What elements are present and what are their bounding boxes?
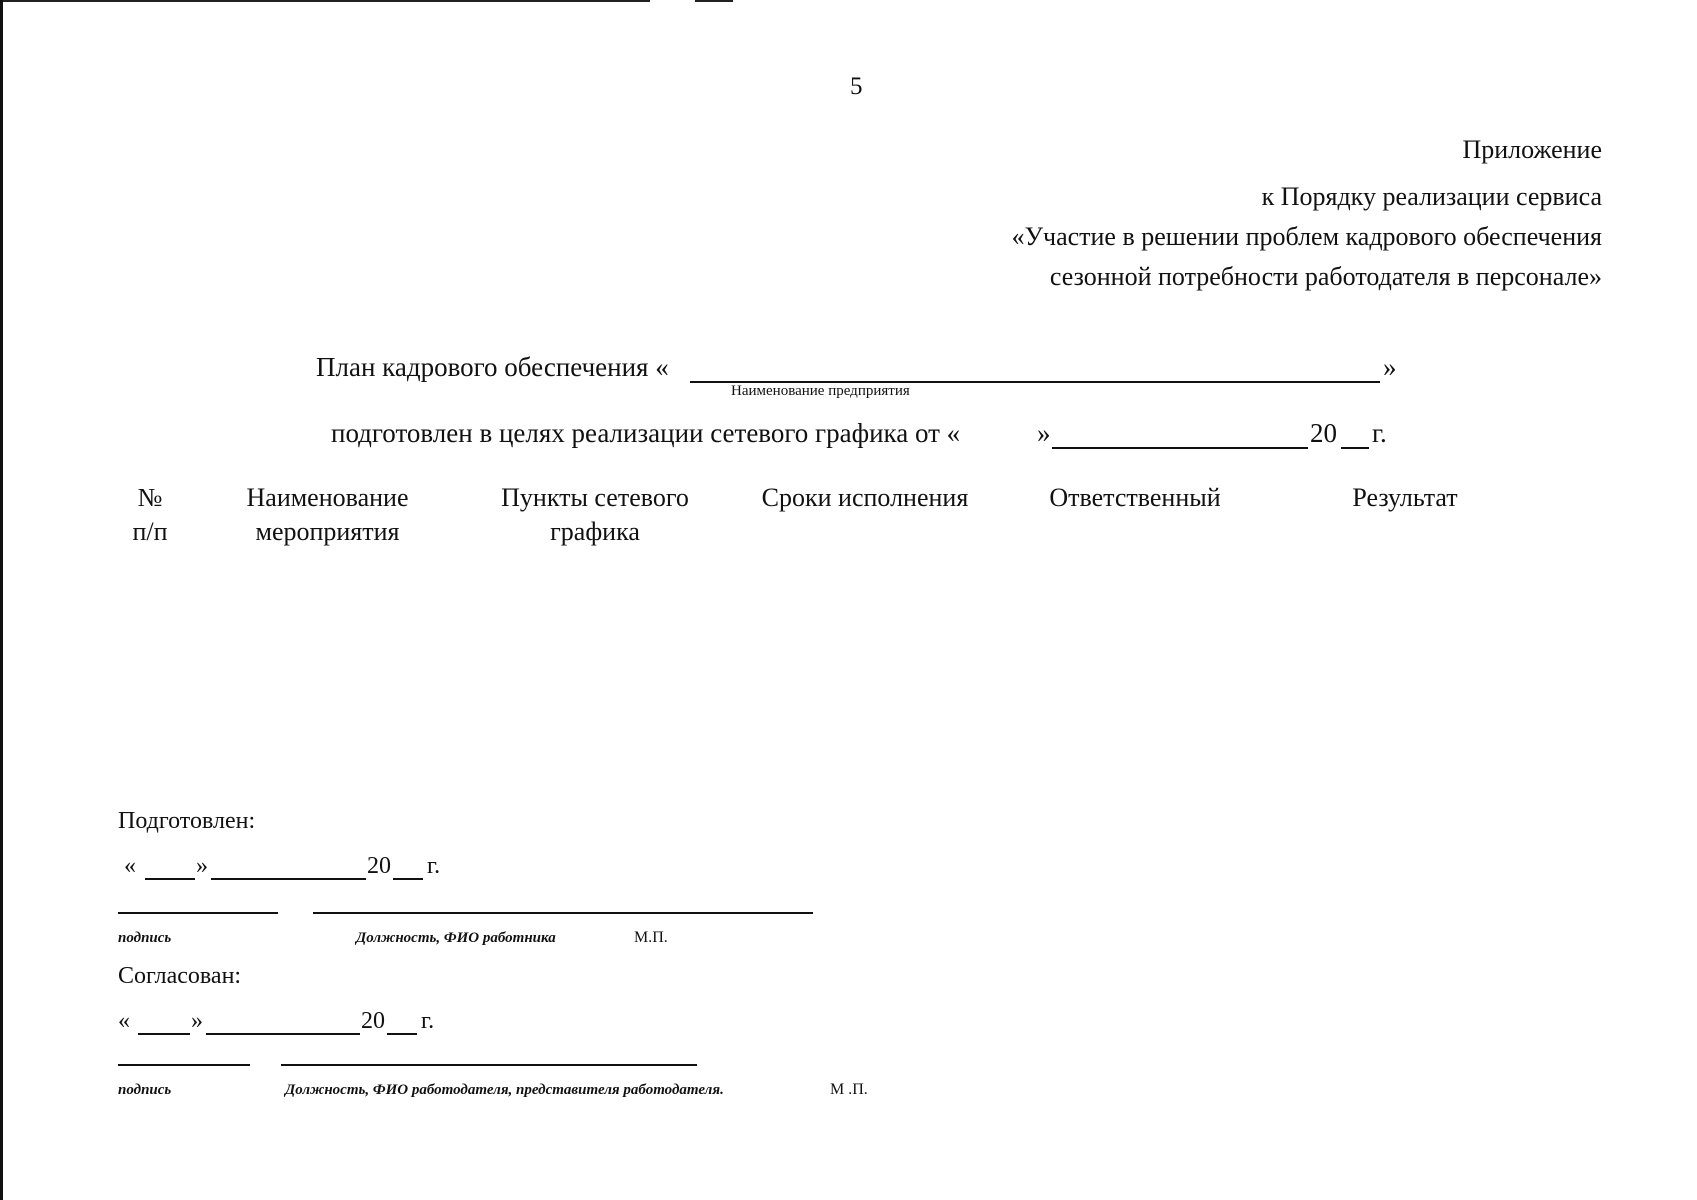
appendix-line: сезонной потребности работодателя в персонале» [1049, 262, 1602, 291]
prepared-year-g: г. [427, 853, 441, 879]
prepared-position-caption: Должность, ФИО работника [356, 930, 556, 946]
appendix-line: к Порядку реализации сервиса [1261, 182, 1602, 211]
table-header-event: Наименование мероприятия [246, 483, 409, 546]
plan-subtitle-prefix: подготовлен в целях реализации сетевого графика от « [331, 418, 961, 448]
prepared-month-line [211, 878, 366, 880]
scan-left-edge [0, 0, 3, 1200]
plan-title-prefix: План кадрового обеспечения « [316, 352, 669, 382]
table-header-number: № п/п [132, 483, 168, 546]
plan-title-suffix: » [1383, 352, 1397, 382]
plan-year: 20 [1310, 418, 1337, 448]
agreed-stamp-mark: М .П. [830, 1081, 868, 1098]
agreed-year: 20 [361, 1008, 385, 1034]
agreed-day-line [138, 1033, 190, 1035]
agreed-label: Согласован: [118, 963, 242, 989]
agreed-year-g: г. [421, 1008, 435, 1034]
prepared-year-line [393, 878, 423, 880]
prepared-position-line [313, 912, 813, 914]
scan-edge-line [0, 0, 650, 2]
date-month-line [1052, 447, 1308, 449]
table-header-result: Результат [1352, 483, 1458, 512]
table-header-deadlines: Сроки исполнения [761, 483, 969, 512]
prepared-stamp-mark: М.П. [634, 929, 668, 946]
prepared-year: 20 [367, 853, 391, 879]
plan-subtitle-quote: » [1037, 418, 1051, 448]
agreed-close-quote: » [191, 1008, 203, 1034]
agreed-signature-line [118, 1064, 250, 1066]
table-header-network-items: Пункты сетевого графика [501, 483, 689, 546]
agreed-signature-caption: подпись [118, 1082, 172, 1098]
agreed-month-line [206, 1033, 360, 1035]
prepared-signature-line [118, 912, 278, 914]
agreed-position-caption: Должность, ФИО работодателя, представителя работодателя. [285, 1082, 724, 1098]
prepared-label: Подготовлен: [118, 808, 256, 834]
plan-year-g: г. [1372, 418, 1387, 448]
prepared-day-line [145, 878, 195, 880]
enterprise-caption: Наименование предприятия [731, 383, 910, 399]
scan-edge-line [695, 0, 733, 2]
prepared-open-quote: « [124, 853, 136, 879]
year-suffix-line [1341, 447, 1369, 449]
agreed-year-line [387, 1033, 417, 1035]
agreed-position-line [281, 1064, 697, 1066]
appendix-title: Приложение [1462, 135, 1602, 164]
prepared-close-quote: » [196, 853, 208, 879]
appendix-line: «Участие в решении проблем кадрового обеспечения [1011, 222, 1602, 251]
page-number: 5 [850, 73, 863, 100]
appendix-block [1012, 130, 1602, 297]
prepared-signature-caption: подпись [118, 930, 172, 946]
agreed-open-quote: « [118, 1008, 130, 1034]
table-header-responsible: Ответственный [1049, 483, 1221, 512]
